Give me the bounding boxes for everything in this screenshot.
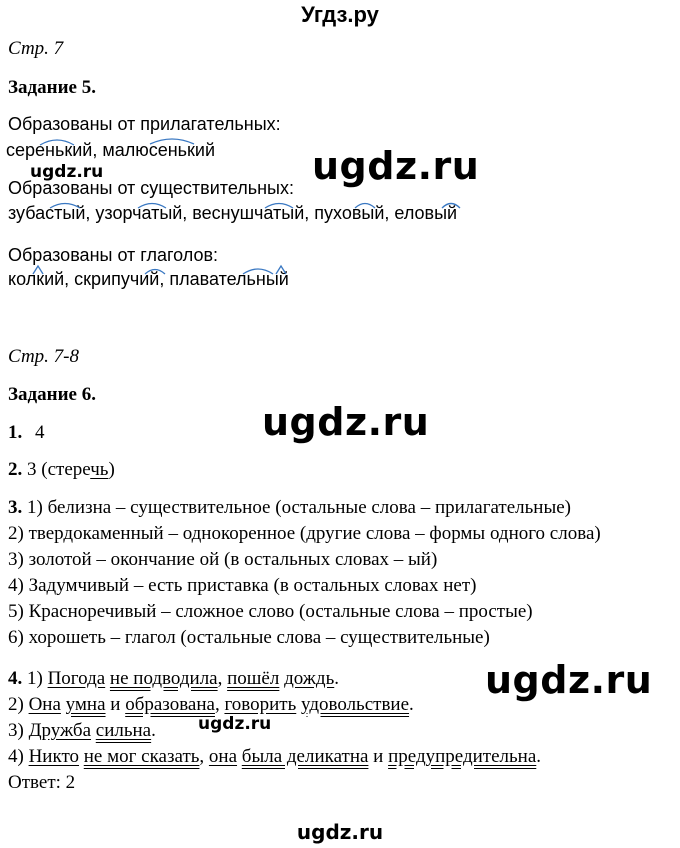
nouns-heading: Образованы от существительных: bbox=[8, 178, 294, 198]
watermark-small: ugdz.ru bbox=[198, 714, 272, 734]
task-title: Задание 5. bbox=[8, 77, 96, 98]
predicate: умна bbox=[65, 694, 106, 715]
verbs-heading: Образованы от глаголов: bbox=[8, 245, 219, 265]
answer-text: 3 (стере bbox=[27, 459, 91, 480]
sentence-text: , bbox=[199, 746, 209, 767]
subject: дождь bbox=[284, 668, 335, 689]
suffix-caret bbox=[276, 266, 286, 274]
sentence-text: 1) bbox=[27, 668, 48, 689]
subject: Никто bbox=[28, 746, 80, 767]
page-label: Стр. 7 bbox=[8, 38, 64, 59]
answer-underlined: чь bbox=[90, 459, 109, 480]
predicate: была деликатна bbox=[241, 746, 369, 767]
answer-3-line: 5) Красноречивый – сложное слово (остальные слова – простые) bbox=[8, 601, 533, 622]
sentence-text: и bbox=[105, 694, 126, 715]
sentence-text: , bbox=[214, 694, 225, 715]
watermark: ugdz.ru bbox=[262, 400, 430, 444]
suffix-caret bbox=[33, 266, 43, 274]
answer-number: 2. bbox=[8, 459, 23, 480]
predicate: сильна bbox=[95, 720, 152, 741]
adjectives-heading: Образованы от прилагательных: bbox=[8, 114, 281, 134]
answer-number: 4. bbox=[8, 668, 23, 689]
suffix-arc bbox=[50, 204, 80, 209]
subject: Дружба bbox=[28, 720, 92, 741]
sentence-text: . bbox=[151, 720, 156, 741]
task-title: Задание 6. bbox=[8, 384, 96, 405]
subject: Она bbox=[28, 694, 61, 715]
watermark: ugdz.ru bbox=[485, 658, 653, 702]
answer-3-line: 6) хорошеть – глагол (остальные слова – существительные) bbox=[8, 627, 490, 648]
answer-3-line: 3) золотой – окончание ой (в остальных словах – ый) bbox=[8, 549, 438, 570]
sentence-text: . bbox=[409, 694, 414, 715]
answer-2 bbox=[8, 459, 115, 481]
sentence-3 bbox=[8, 720, 156, 742]
suffix-arc bbox=[442, 204, 460, 209]
suffix-arc bbox=[243, 269, 273, 274]
subject: Погода bbox=[47, 668, 106, 689]
sentence-1 bbox=[8, 668, 339, 690]
sentence-text: 4) bbox=[8, 746, 29, 767]
suffix-arc bbox=[40, 140, 74, 145]
footer-watermark: ugdz.ru bbox=[296, 820, 384, 844]
answer-3-line bbox=[8, 497, 571, 519]
predicate: удовольствие bbox=[301, 694, 410, 715]
suffix-arc bbox=[145, 270, 165, 275]
sentence-4 bbox=[8, 746, 541, 768]
answer-text: 4 bbox=[35, 422, 45, 443]
predicate: предупредительна bbox=[388, 746, 537, 767]
predicate: не мог сказать bbox=[83, 746, 200, 767]
page-label: Стр. 7-8 bbox=[8, 346, 79, 367]
predicate: пошёл bbox=[227, 668, 280, 689]
subject: она bbox=[208, 746, 238, 767]
watermark-small: ugdz.ru bbox=[30, 162, 104, 182]
sentence-2 bbox=[8, 694, 414, 716]
answer-3-line: 4) Задумчивый – есть приставка (в остальных словах нет) bbox=[8, 575, 477, 596]
final-answer: Ответ: 2 bbox=[8, 772, 76, 793]
sentence-text: 2) bbox=[8, 694, 29, 715]
nouns-words: зубастый, узорчатый, веснушчатый, пуховый, еловый bbox=[8, 203, 458, 223]
answer-1 bbox=[8, 422, 45, 444]
suffix-arc bbox=[265, 204, 293, 209]
suffix-arc bbox=[138, 204, 166, 209]
watermark: ugdz.ru bbox=[312, 144, 480, 188]
verbs-words: колкий, скрипучий, плавательный bbox=[8, 269, 289, 289]
suffix-arc bbox=[150, 139, 194, 144]
subject: говорить bbox=[224, 694, 297, 715]
sentence-text: . bbox=[536, 746, 542, 767]
answer-text: 1) белизна – существительное (остальные слова – прилагательные) bbox=[27, 497, 572, 518]
predicate: образована bbox=[125, 694, 215, 715]
sentence-text: . bbox=[334, 668, 339, 689]
adjectives-words: серенький, малюсенький bbox=[6, 140, 216, 160]
sentence-text: , bbox=[217, 668, 228, 689]
sentence-text: 3) bbox=[8, 720, 29, 741]
answer-text: ) bbox=[108, 459, 115, 480]
predicate: не подводила bbox=[109, 668, 218, 689]
answer-number: 1. bbox=[8, 422, 23, 443]
answer-3-line: 2) твердокаменный – однокоренное (другие слова – формы одного слова) bbox=[8, 523, 601, 544]
sentence-text: и bbox=[368, 746, 389, 767]
answer-number: 3. bbox=[8, 497, 23, 518]
suffix-arc bbox=[355, 204, 375, 209]
site-header: Угдз.ру bbox=[301, 2, 379, 27]
